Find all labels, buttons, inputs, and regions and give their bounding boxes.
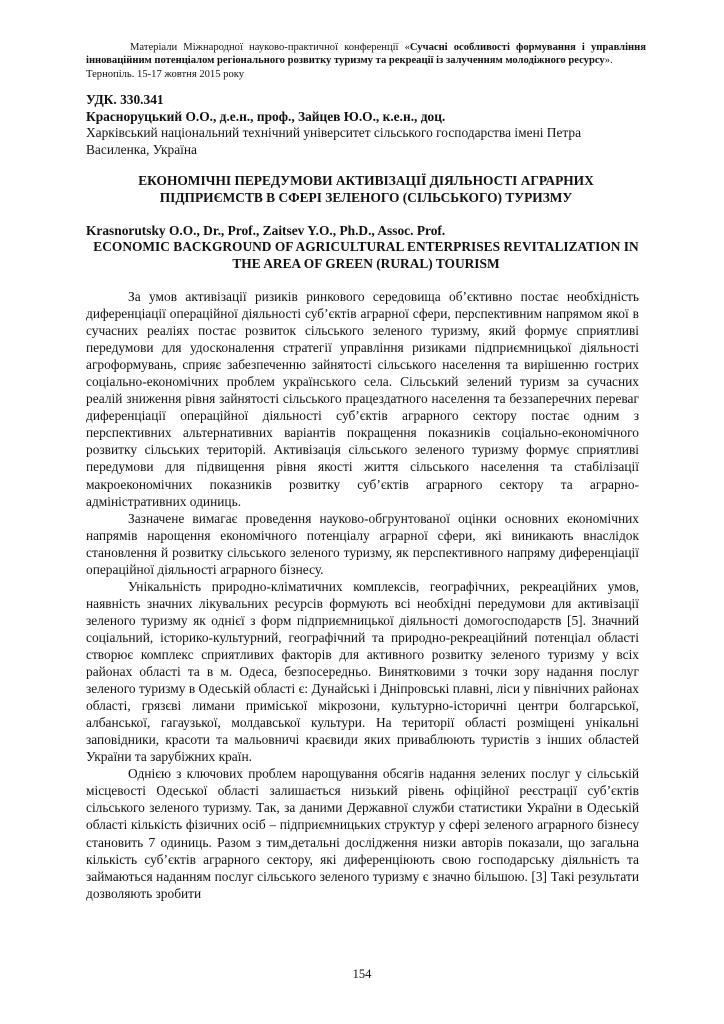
page-number: 154 [352, 967, 372, 981]
conference-place-date: Тернопіль. 15-17 жовтня 2015 року [86, 68, 245, 80]
conference-title: Сучасні особливості формування і управління інноваційним потенціалом регіонального розвитку туризму та рекреації із залученням молодіжного ресурсу [86, 42, 646, 67]
article-title-ua: ЕКОНОМІЧНІ ПЕРЕДУМОВИ АКТИВІЗАЦІЇ ДІЯЛЬНОСТІ АГРАРНИХ ПІДПРИЄМСТВ В СФЕРІ ЗЕЛЕНОГО (СІЛЬСЬКОГО) ТУРИЗМУ [138, 173, 594, 205]
authors-en: Krasnorutsky O.O., Dr., Prof., Zaitsev Y.O., Ph.D., Assoc. Prof. [86, 223, 446, 238]
paragraph-4: Однією з ключових проблем нарощування обсягів надання зелених послуг у сільській місцевості Одеської області залишається низький рівень офіційної реєстрації суб’єктів сільського зеленого туризму. Так, за даними Державної служби статистики України в Одеській області кількість фізичних осіб – підприємницьких структур у сфері зеленого аграрного бізнесу становить 7 одиниць. Разом з тим,детальні дослідження низки авторів показали, що загальна кількість суб’єктів аграрного сектору, які диференціюють свою господарську діяльність та займаються наданням послуг сільського зеленого туризму є значно більшою. [3] Такі результати дозволяють зробити [86, 766, 639, 901]
paragraph-3: Унікальність природно-кліматичних комплексів, географічних, рекреаційних умов, наявність значних лікувальних ресурсів формують всі необхідні передумови для активізації зеленого туризму як однієї з форм підприємницької діяльності домогосподарств [5]. Значний соціальний, історико-культурний, географічний та природно-рекреаційний потенціал області створює комплекс сприятливих факторів для активного розвитку зеленого туризму у всіх районах області та в м. Одеса, безпосередньо. Винятковими з точки зору надання послуг зеленого туризму в Одеській області є: Дунайські і Дніпровські плавні, ліси у північних районах області, грязєві лимани приміської мікрозони, культурно-історичні центри болгарської, албанської, гагаузької, молдавської культури. На території області розміщені унікальні заповідники, красоти та мальовничі краєвиди яких приваблюють туристів з інших областей України та зарубіжних країн. [86, 578, 639, 765]
udc-code: УДК. 330.341 [86, 92, 164, 107]
header-prefix: Матеріали Міжнародної науково-практичної конференції « [130, 42, 410, 53]
authors-ua: Красноруцький О.О., д.е.н., проф., Зайцев Ю.О., к.е.н., доц. [86, 109, 446, 124]
paragraph-1: За умов активізації ризиків ринкового середовища об’єктивно постає необхідність диференціації операційної діяльності суб’єктів аграрної сфери, перспективним напрямом якої в сучасних реаліях постає розвиток сільського зеленого туризму, який формує сприятливі передумови для удосконалення стратегії управління ризиками підприємницької діяльності агроформувань, сприяє забезпеченню зайнятості сільського населення та вирішенню гострих соціально-економічних проблем українського села. Сільський зелений туризм за сучасних реалій зниження рівня зайнятості сільського працездатного населення та беззаперечних переваг диференціації операційної діяльності суб’єктів аграрного сектору постає одним з перспективних альтернативних варіантів покращення показників соціально-економічного розвитку сільських територій. Активізація сільського зеленого туризму формує сприятливі передумови для підвищення рівня якості життя сільського населення та стабілізації макроекономічних показників розвитку суб’єктів аграрного сектору та аграрно-адміністративних одиниць. [86, 289, 639, 509]
header-suffix: ». [604, 55, 613, 67]
affiliation: Харківський національний технічний університет сільського господарства імені Петра Василенка, Україна [86, 125, 582, 157]
article-body [86, 288, 639, 902]
article-title-en: ECONOMIC BACKGROUND OF AGRICULTURAL ENTERPRISES REVITALIZATION IN THE AREA OF GREEN (RURAL) TOURISM [93, 239, 639, 271]
paragraph-2: Зазначене вимагає проведення науково-обгрунтованої оцінки основних економічних напрямів нарощення економічного потенціалу аграрної сфери, які виникають внаслідок становлення й розвитку сільського зеленого туризму, як перспективного напряму диференціації операційної діяльності аграрного бізнесу. [86, 510, 639, 577]
conference-header [86, 41, 646, 81]
